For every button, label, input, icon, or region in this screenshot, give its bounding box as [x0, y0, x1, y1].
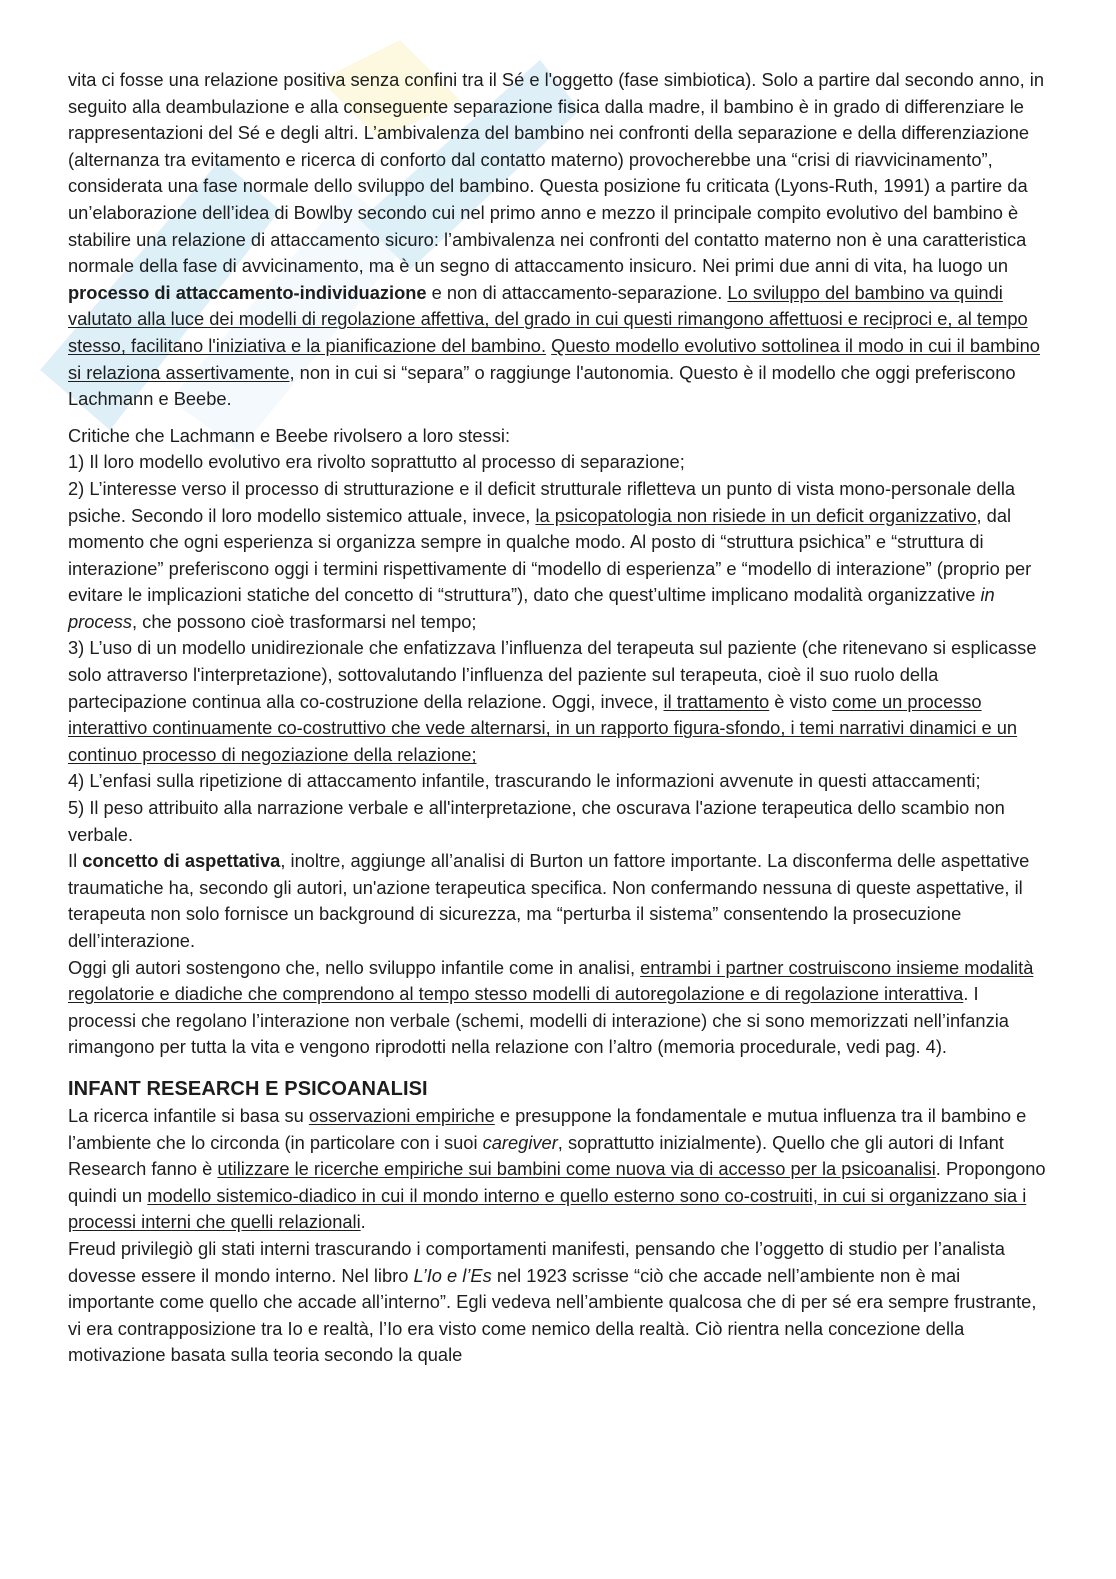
paragraph-freud: Freud privilegiò gli stati interni trascurando i comportamenti manifesti, pensando che l’oggetto di studio per l’analista dovesse essere il mondo interno. Nel libro L’Io e l’Es nel 1923 scrisse “ciò che accade nell’ambiente non è mai importante come quello che accade all’interno”. Egli vedeva nell’ambiente qualcosa che di per sé era sempre frustrante, vi era contrapposizione tra Io e realtà, l’Io era visto come nemico della realtà. Ciò rientra nella concezione della motivazione basata sulla teoria secondo la quale — [68, 1237, 1037, 1366]
critique-item-2: 2) L’interesse verso il processo di strutturazione e il deficit strutturale rifletteva un punto di vista mono-personale della psiche. Secondo il loro modello sistemico attuale, invece, la psicopatologia non risiede in un deficit organizzativo, dal momento che ogni esperienza si organizza sempre in qualche modo. Al posto di “struttura psichica” e “struttura di interazione” preferiscono oggi i termini rispettivamente di “modello di esperienza” e “modello di interazione” (proprio per evitare le implicazioni statiche del concetto di “struttura”), dato che quest’ultime implicano modalità organizzative in process, che possono cioè trasformarsi nel tempo; — [68, 477, 1032, 632]
paragraph-infant-research: La ricerca infantile si basa su osservazioni empiriche e presuppone la fondamentale e mutua influenza tra il bambino e l’ambiente che lo circonda (in particolare con i suoi caregiver, soprattutto inizialmente). Quello che gli autori di Infant Research fanno è utilizzare le ricerche empiriche sui bambini come nuova via di accesso per la psicoanalisi. Propongono quindi un modello sistemico-diadico in cui il mondo interno e quello esterno sono co-costruiti, in cui si organizzano sia i processi interni che quelli relazionali. — [68, 1104, 1046, 1233]
critiques-block — [68, 423, 1046, 1061]
paragraph-attachment-individuation: vita ci fosse una relazione positiva senza confini tra il Sé e l'oggetto (fase simbiotica). Solo a partire dal secondo anno, in seguito alla deambulazione e alla conseguente separazione fisica dalla madre, il bambino è in grado di differenziare le rappresentazioni del Sé e degli altri. L’ambivalenza del bambino nei confronti della separazione e della differenziazione (alternanza tra evitamento e ricerca di conforto dal contatto materno) provocherebbe una “crisi di riavvicinamento”, considerata una fase normale dello sviluppo del bambino. Questa posizione fu criticata (Lyons-Ruth, 1991) a partire da un’elaborazione dell’idea di Bowlby secondo cui nel primo anno e mezzo il principale compito evolutivo del bambino è stabilire una relazione di attaccamento sicuro: l’ambivalenza nei confronti del contatto materno non è una caratteristica normale della fase di avvicinamento, ma è un segno di attaccamento insicuro. Nei primi due anni di vita, ha luogo un processo di attaccamento-individuazione e non di attaccamento-separazione. Lo sviluppo del bambino va quindi valutato alla luce dei modelli di regolazione affettiva, del grado in cui questi rimangono affettuosi e reciproci e, al tempo stesso, facilitano l'iniziativa e la pianificazione del bambino. Questo modello evolutivo sottolinea il modo in cui il bambino si relaziona assertivamente, non in cui si “separa” o raggiunge l'autonomia. Questo è il modello che oggi preferiscono Lachmann e Beebe. — [68, 69, 1044, 410]
critique-item-1: 1) Il loro modello evolutivo era rivolto soprattutto al processo di separazione; — [68, 451, 685, 473]
critique-item-4: 4) L’enfasi sulla ripetizione di attaccamento infantile, trascurando le informazioni avvenute in questi attaccamenti; — [68, 770, 981, 792]
critique-item-3: 3) L’uso di un modello unidirezionale che enfatizzava l’influenza del terapeuta sul paziente (che ritenevano si esplicasse solo attraverso l'interpretazione), sottovalutando l’influenza del paziente sul terapeuta, cioè il suo ruolo della partecipazione continua alla co-costruzione della relazione. Oggi, invece, il trattamento è visto come un processo interattivo continuamente co-costruttivo che vede alternarsi, in un rapporto figura-sfondo, i temi narrativi dinamici e un continuo processo di negoziazione della relazione; — [68, 637, 1037, 765]
paragraph-expectation-concept: Il concetto di aspettativa, inoltre, aggiunge all’analisi di Burton un fattore importante. La disconferma delle aspettative traumatiche ha, secondo gli autori, un'azione terapeutica specifica. Non confermando nessuna di queste aspettative, il terapeuta non solo fornisce un background di sicurezza, ma “perturba il sistema” consentendo la prosecuzione dell’interazione. — [68, 850, 1030, 951]
paragraph-partners-regulation: Oggi gli autori sostengono che, nello sviluppo infantile come in analisi, entrambi i partner costruiscono insieme modalità regolatorie e diadiche che comprendono al tempo stesso modelli di autoregolazione e di regolazione interattiva. I processi che regolano l’interazione non verbale (schemi, modelli di interazione) che si sono memorizzati nell’infanzia rimangono per tutta la vita e vengono riprodotti nella relazione con l’altro (memoria procedurale, vedi pag. 4). — [68, 956, 1034, 1058]
section-heading: INFANT RESEARCH E PSICOANALISI — [68, 1077, 428, 1100]
critique-item-5: 5) Il peso attribuito alla narrazione verbale e all'interpretazione, che oscurava l'azione terapeutica dello scambio non verbale. — [68, 797, 1005, 845]
critiques-intro: Critiche che Lachmann e Beebe rivolsero a loro stessi: — [68, 424, 511, 446]
